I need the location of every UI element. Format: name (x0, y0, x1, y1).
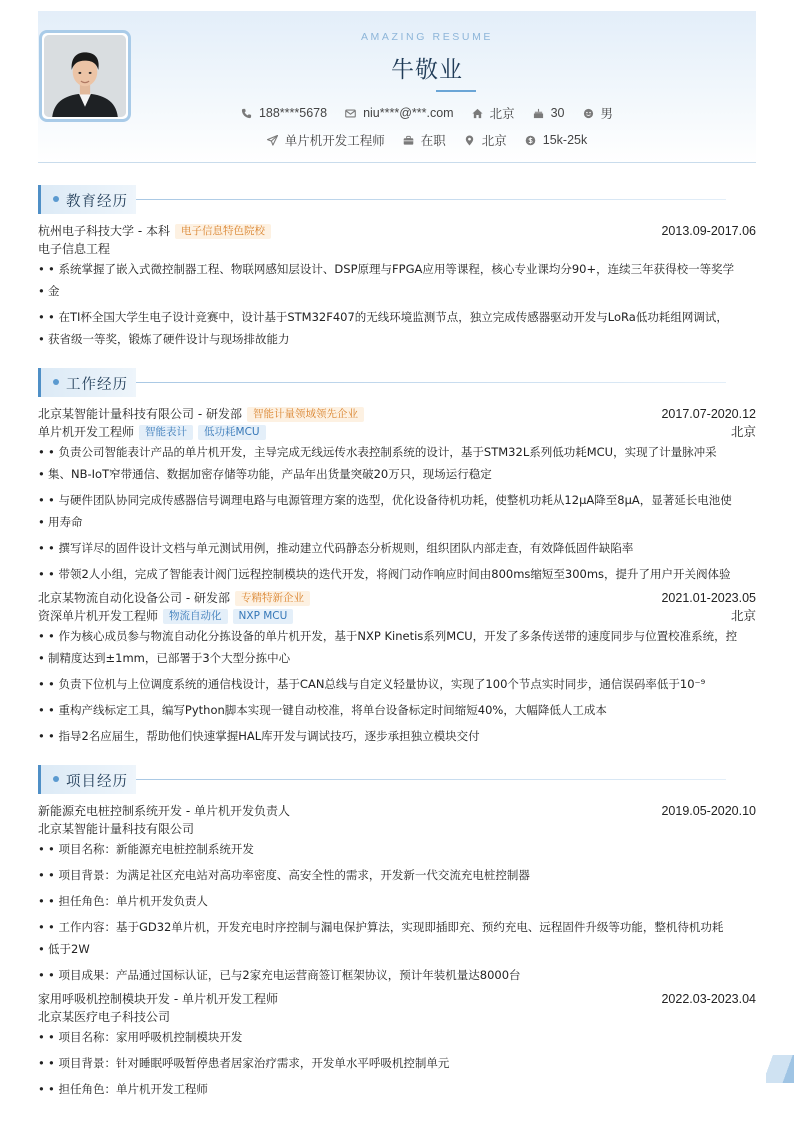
work-bullet: • • 带领2人小组，完成了智能表计阀门远程控制模块的迭代开发，将阀门动作响应时间由800ms缩短至300ms，提升了用户开关阀体验 (38, 563, 756, 585)
age-item (533, 106, 565, 120)
target-position-item (267, 131, 385, 149)
project-entry-header (38, 990, 756, 1008)
work-bullet: • • 与硬件团队协同完成传感器信号调理电路与电源管理方案的选型，优化设备待机功耗，使整机功耗从12μA降至8μA，显著延长电池使 (38, 489, 756, 511)
work-city: 北京 (730, 425, 756, 439)
section-title-work (38, 368, 756, 397)
work-bullet: • • 撰写详尽的固件设计文档与单元测试用例，推动建立代码静态分析规则，组织团队内部走查，有效降低固件缺陷率 (38, 537, 756, 559)
project-company-row (38, 1008, 756, 1026)
project-company: 北京某医疗电子科技公司 (38, 1010, 171, 1024)
contact-row (98, 104, 756, 122)
employment-status-text: 在职 (420, 134, 446, 148)
page-corner-decoration (766, 1055, 794, 1083)
project-name: 新能源充电桩控制系统开发 - 单片机开发负责人 (38, 804, 290, 818)
role-tag: 低功耗MCU (198, 425, 266, 440)
work-bullet: • • 重构产线标定工具，编写Python脚本实现一键自动校准，将单台设备标定时间缩短40%，大幅降低人工成本 (38, 699, 756, 721)
gender-icon (583, 108, 594, 119)
project-bullet: • • 担任角色：单片机开发工程师 (38, 1078, 756, 1100)
job-role: 资深单片机开发工程师 (38, 609, 159, 623)
work-bullet-continued: • 用寿命 (38, 511, 756, 533)
hometown-text: 北京 (489, 107, 515, 121)
education-entry-header (38, 222, 756, 240)
cake-icon (533, 108, 544, 119)
company-tag: 专精特新企业 (235, 591, 310, 606)
mail-icon (345, 108, 356, 119)
age-text: 30 (550, 106, 565, 120)
work-city: 北京 (730, 609, 756, 623)
school-name: 杭州电子科技大学 - 本科 (38, 224, 170, 238)
section-dot (53, 776, 59, 782)
section-divider (136, 199, 726, 200)
project-name: 家用呼吸机控制模块开发 - 单片机开发工程师 (38, 992, 278, 1006)
job-intent-row (98, 131, 756, 149)
gender-text: 男 (600, 107, 614, 121)
role-tag: 物流自动化 (163, 609, 228, 624)
email-text: niu****@***.com (363, 106, 454, 120)
major-name: 电子信息工程 (38, 242, 111, 256)
section-title-education (38, 185, 756, 214)
work-bullet: • • 负责公司智能表计产品的单片机开发，主导完成无线远传水表控制系统的设计，基于STM32L系列低功耗MCU，实现了计量脉冲采 (38, 441, 756, 463)
project-bullet: • • 项目背景：针对睡眠呼吸暂停患者居家治疗需求，开发单水平呼吸机控制单元 (38, 1052, 756, 1074)
company-tag: 智能计量领域领先企业 (247, 407, 364, 422)
project-bullet: • • 担任角色：单片机开发负责人 (38, 890, 756, 912)
project-bullet: • • 项目名称：家用呼吸机控制模块开发 (38, 1026, 756, 1048)
company-name: 北京某智能计量科技有限公司 - 研发部 (38, 407, 242, 421)
phone-icon (241, 108, 252, 119)
phone-text: 188****5678 (258, 106, 328, 120)
work-entry-header (38, 589, 756, 607)
project-bullet: • • 项目背景：为满足社区充电站对高功率密度、高安全性的需求，开发新一代交流充电桩控制器 (38, 864, 756, 886)
gender-item (583, 104, 614, 122)
phone-item (241, 106, 327, 120)
work-bullet-continued: • 制精度达到±1mm，已部署于3个大型分拣中心 (38, 647, 756, 669)
briefcase-icon (403, 135, 414, 146)
employment-status-item (403, 131, 446, 149)
education-bullet-continued: • 获省级一等奖，锻炼了硬件设计与现场排故能力 (38, 328, 756, 350)
location-pin-icon (464, 135, 475, 146)
project-company-row (38, 820, 756, 838)
section-label: 项目经历 (66, 774, 128, 790)
money-icon (525, 135, 536, 146)
role-tag: NXP MCU (233, 609, 294, 624)
education-bullet-continued: • 金 (38, 280, 756, 302)
work-bullet: • • 作为核心成员参与物流自动化分拣设备的单片机开发，基于NXP Kinetis系列MCU，开发了多条传送带的速度同步与位置校准系统，控 (38, 625, 756, 647)
candidate-name: 牛敬业 (391, 57, 463, 83)
company-name: 北京某物流自动化设备公司 - 研发部 (38, 591, 230, 605)
section-dot (53, 196, 59, 202)
work-entry-header (38, 405, 756, 423)
expected-salary-text: 15k-25k (542, 133, 588, 147)
section-label: 教育经历 (66, 194, 128, 210)
send-icon (267, 135, 278, 146)
home-icon (472, 108, 483, 119)
work-bullet-continued: • 集、NB-IoT窄带通信、数据加密存储等功能，产品年出货量突破20万只，现场运行稳定 (38, 463, 756, 485)
project-company: 北京某智能计量科技有限公司 (38, 822, 195, 836)
project-period: 2019.05-2020.10 (661, 804, 756, 818)
target-city-text: 北京 (481, 134, 507, 148)
project-bullet: • • 项目名称：新能源充电桩控制系统开发 (38, 838, 756, 860)
education-period: 2013.09-2017.06 (661, 224, 756, 238)
project-bullet: • • 项目成果：产品通过国标认证，已与2家充电运营商签订框架协议，预计年装机量达8000台 (38, 964, 756, 986)
section-label: 工作经历 (66, 377, 128, 393)
expected-salary-item (525, 133, 587, 147)
target-city-item (464, 131, 507, 149)
education-major (38, 240, 756, 258)
work-bullet: • • 负责下位机与上位调度系统的通信栈设计，基于CAN总线与自定义轻量协议，实现了100个节点实时同步，通信误码率低于10⁻⁹ (38, 673, 756, 695)
education-bullet: • • 在TI杯全国大学生电子设计竞赛中，设计基于STM32F407的无线环境监测节点，独立完成传感器驱动开发与LoRa低功耗组网调试， (38, 306, 756, 328)
education-bullet: • • 系统掌握了嵌入式微控制器工程、物联网感知层设计、DSP原理与FPGA应用等课程，核心专业课均分90+，连续三年获得校一等奖学 (38, 258, 756, 280)
hometown-item (472, 104, 515, 122)
section-divider (136, 779, 726, 780)
section-title-projects (38, 765, 756, 794)
section-divider (136, 382, 726, 383)
project-bullet: • • 工作内容：基于GD32单片机，开发充电时序控制与漏电保护算法，实现即插即充、预约充电、远程固件升级等功能，整机待机功耗 (38, 916, 756, 938)
project-entry-header (38, 802, 756, 820)
target-position-text: 单片机开发工程师 (284, 134, 385, 148)
email-item (345, 106, 454, 120)
project-period: 2022.03-2023.04 (661, 992, 756, 1006)
role-tag: 智能表计 (139, 425, 193, 440)
name-underline (436, 90, 476, 92)
section-dot (53, 379, 59, 385)
resume-tagline: AMAZING RESUME (360, 31, 494, 43)
resume-header (38, 11, 756, 163)
work-role-row (38, 423, 756, 441)
work-bullet: • • 指导2名应届生，帮助他们快速掌握HAL库开发与调试技巧，逐步承担独立模块交付 (38, 725, 756, 747)
job-role: 单片机开发工程师 (38, 425, 135, 439)
work-period: 2021.01-2023.05 (661, 591, 756, 605)
school-tag: 电子信息特色院校 (175, 224, 271, 239)
work-period: 2017.07-2020.12 (661, 407, 756, 421)
work-role-row (38, 607, 756, 625)
project-bullet-continued: • 低于2W (38, 938, 756, 960)
